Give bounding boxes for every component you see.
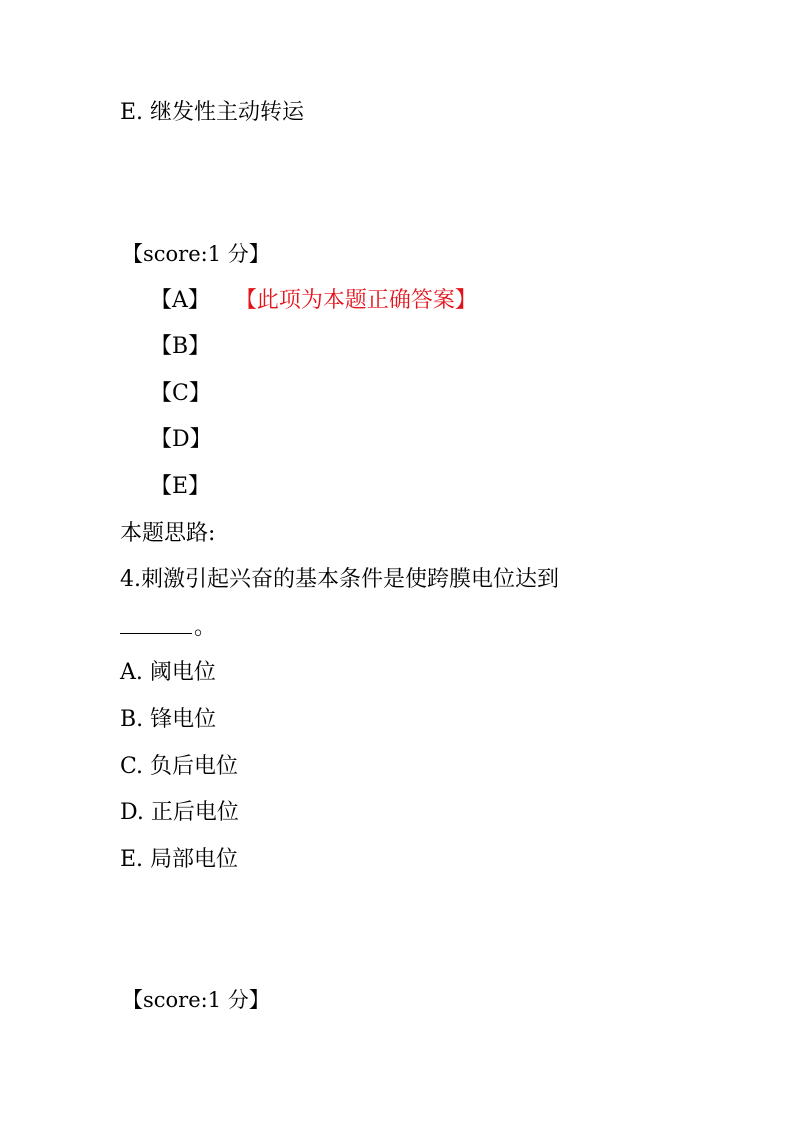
question-stem: 4.刺激引起兴奋的基本条件是使跨膜电位达到 bbox=[120, 567, 559, 592]
option-d: D. 正后电位 bbox=[120, 800, 239, 825]
correct-answer-note: 【此项为本题正确答案】 bbox=[245, 288, 477, 313]
answer-row-e: 【E】 bbox=[150, 474, 211, 499]
score-label-2: 【score:1 分】 bbox=[122, 988, 270, 1012]
option-e: E. 局部电位 bbox=[120, 847, 239, 872]
answer-label-a: 【A】 bbox=[150, 288, 210, 313]
question-stem-end bbox=[120, 614, 216, 642]
explanation-label: 本题思路: bbox=[120, 521, 216, 546]
answer-row-a bbox=[150, 287, 477, 315]
answer-row-d: 【D】 bbox=[150, 427, 212, 452]
option-a: A. 阈电位 bbox=[120, 660, 216, 685]
answer-blank bbox=[120, 615, 192, 634]
stem-period: 。 bbox=[194, 615, 217, 640]
answer-row-b: 【B】 bbox=[150, 334, 211, 359]
prev-option-e: E. 继发性主动转运 bbox=[120, 100, 305, 125]
answer-row-c: 【C】 bbox=[150, 381, 211, 406]
option-c: C. 负后电位 bbox=[120, 754, 239, 779]
option-b: B. 锋电位 bbox=[120, 707, 217, 732]
score-label: 【score:1 分】 bbox=[122, 242, 270, 266]
